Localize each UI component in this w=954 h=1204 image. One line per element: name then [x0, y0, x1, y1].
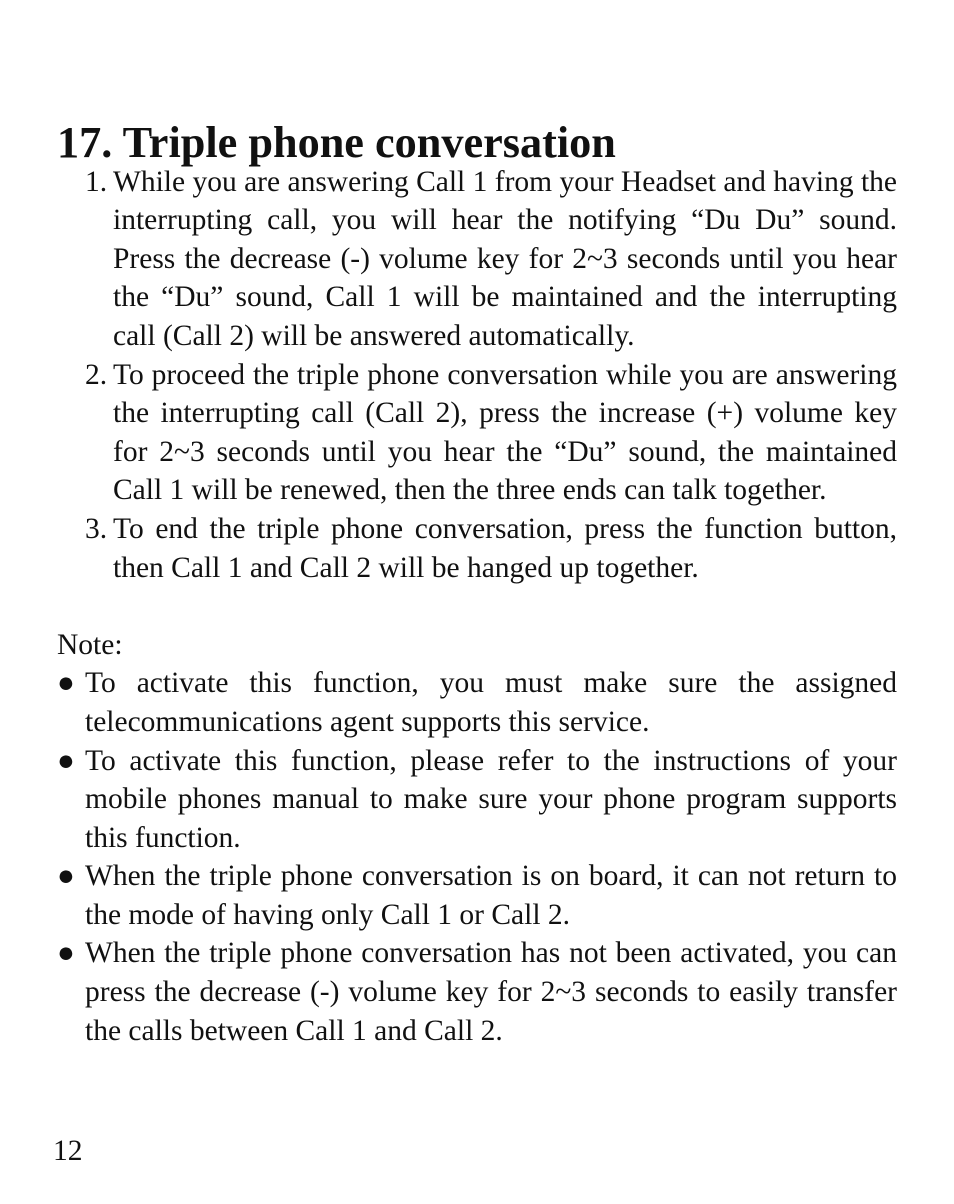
steps-list	[57, 163, 897, 588]
note-text: When the triple phone conversation has not been activated, you can press the decrease (-) volume key for 2~3 seconds to easily transfer the calls between Call 1 and Call 2.	[85, 937, 897, 1047]
note-text: To activate this function, please refer to the instructions of your mobile phones manual to make sure your phone program supports this function.	[85, 744, 897, 854]
bullet-icon: ●	[57, 744, 75, 777]
step-text: To proceed the triple phone conversation while you are answering the interrupting call (Call 2), press the increase (+) volume key for 2~3 seconds until you hear the “Du” sound, the maintained Call 1 will be renewed, then the three ends can talk together.	[113, 358, 897, 507]
note-label: Note:	[57, 628, 123, 661]
note-item	[57, 934, 897, 1050]
bullet-icon: ●	[57, 667, 75, 700]
step-item	[57, 510, 897, 587]
bullet-icon: ●	[57, 860, 75, 893]
manual-page	[57, 118, 897, 1050]
step-text: While you are answering Call 1 from your Headset and having the interrupting call, you will hear the notifying “Du Du” sound. Press the decrease (-) volume key for 2~3 seconds until you hear the “Du” sound, Call 1 will be maintained and the interrupting call (Call 2) will be answered automatically.	[113, 165, 897, 352]
note-text: To activate this function, you must make sure the assigned telecommunications agent supports this service.	[85, 667, 897, 738]
step-item	[57, 356, 897, 510]
step-number: 2.	[85, 358, 108, 391]
page-number: 12	[53, 1135, 83, 1167]
step-number: 1.	[85, 165, 108, 198]
note-item	[57, 742, 897, 858]
note-item	[57, 857, 897, 934]
step-text: To end the triple phone conversation, press the function button, then Call 1 and Call 2 will be hanged up together.	[113, 512, 897, 584]
section-title: 17. Triple phone conversation	[57, 118, 616, 167]
bullet-icon: ●	[57, 937, 75, 970]
note-text: When the triple phone conversation is on board, it can not return to the mode of having only Call 1 or Call 2.	[85, 860, 897, 931]
note-item	[57, 664, 897, 741]
step-item	[57, 163, 897, 356]
notes-list	[57, 664, 897, 1050]
step-number: 3.	[85, 512, 108, 545]
